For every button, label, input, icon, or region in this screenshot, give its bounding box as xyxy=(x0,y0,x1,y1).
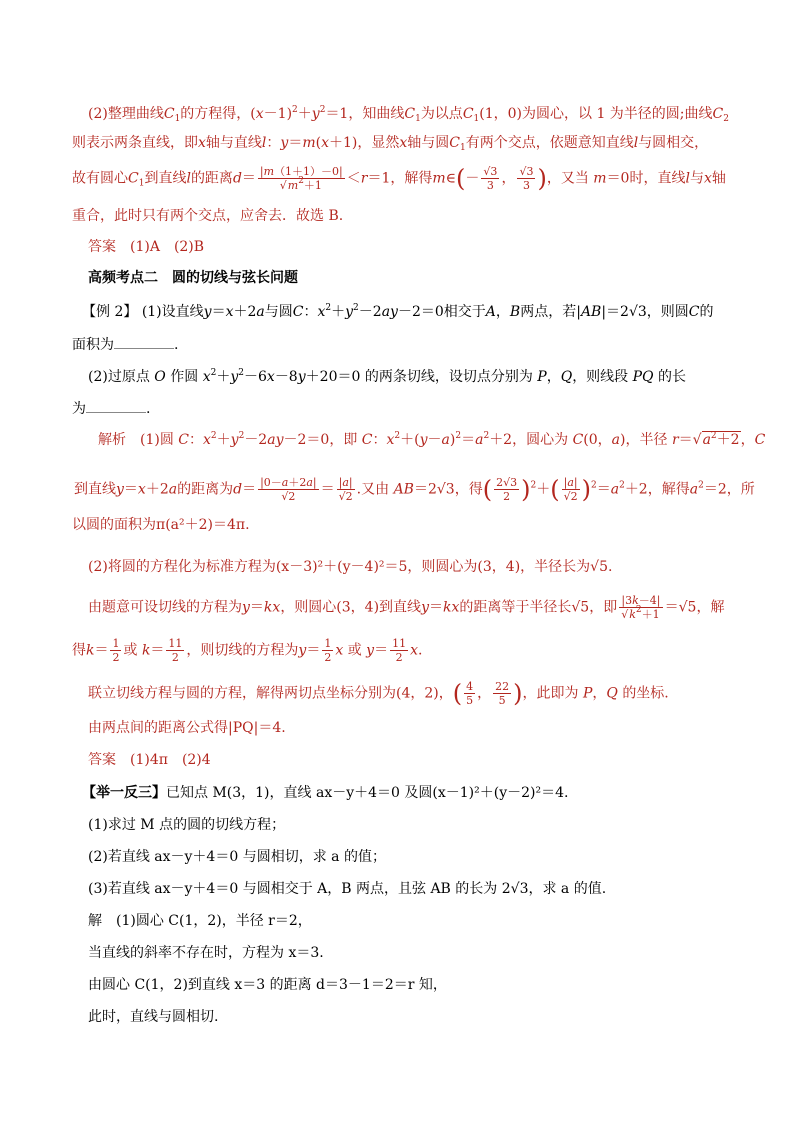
text-run: 得 xyxy=(72,642,86,659)
text-run: 与圆相交， xyxy=(638,135,709,151)
text-run: 由题意可设切线的方程为 xyxy=(88,599,242,616)
solution-line: 联立切线方程与圆的方程，解得两切点坐标分别为(4，2)，( $\frac{4}{5}$ ， $\frac{22}{5}$ )，此即为 P，Q 的坐标. xyxy=(88,679,669,708)
text-run: (1)圆 xyxy=(140,432,174,448)
text-run: 为以点 xyxy=(420,106,463,122)
text-run: 与 xyxy=(689,170,704,187)
solution-line: 得k＝ $\frac{1}{2}$ 或 k＝ $\frac{11}{2}$ ，则切线的方程为y＝ $\frac{1}{2}$ x 或 y＝ $\frac{11}{2}$ x. xyxy=(72,637,423,664)
fraction: $\frac{|a|}{√2}$ xyxy=(563,476,578,503)
text-run: ，解得 xyxy=(390,170,433,187)
text-run: ，显然 xyxy=(357,135,400,151)
exercise-tag: 【举一反三】 xyxy=(82,785,166,801)
example-tag: 【例 2】 xyxy=(82,304,138,320)
text-run: ，则圆心(3，4)到直线 xyxy=(280,599,422,616)
text-run: ，此即为 xyxy=(522,685,579,702)
text-run: 作圆 xyxy=(170,369,199,385)
exercise-question: (2)若直线 ax－y＋4＝0 与圆相切，求 a 的值； xyxy=(88,849,386,865)
example-line: 为 . xyxy=(72,398,150,419)
fraction: $\frac{1}{2}$ xyxy=(112,637,120,664)
fraction: $\frac{4}{5}$ xyxy=(466,680,474,707)
text-run: ，则切线的方程为 xyxy=(186,642,299,659)
text-run: 相交于 xyxy=(443,304,486,320)
exercise-question: (3)若直线 ax－y＋4＝0 与圆相交于 A，B 两点，且弦 AB 的长为 2√3，求 a 的值. xyxy=(88,881,607,897)
solution-line: (2)将圆的方程化为标准方程为(x－3)²＋(y－4)²＝5，则圆心为(3，4)，半径长为√5. xyxy=(88,559,613,575)
solution-line: 到直线y＝x＋2a的距离为d＝ $\frac{|0-a+2a|}{√2}$ ＝ $\frac{|a|}{√2}$ .又由 AB＝2√3，得( $\frac{2√3}{2}$ )$^2$＋( $\frac{|a|}{√2}$ )$^2=a^2+2$，解得$a^2=2$，所 xyxy=(74,475,755,504)
fraction: $\frac{|m(1+1)-0|}{√m^2+1}$ xyxy=(259,165,343,192)
text-run: 的距离等于半径长√5，即 xyxy=(459,599,618,616)
solution-line: 故有圆心$C_1$到直线l的距离d＝ $\frac{|m(1+1)-0|}{√m^2+1}$ ＜r＝1，解得m∈(－ $\frac{√3}{3}$ ， $\frac{√3}{3}$ )，又当 m＝0时，直线l与x轴 xyxy=(72,164,726,193)
text-run: 的距离为 xyxy=(177,481,234,498)
fraction: $\frac{1}{2}$ xyxy=(324,637,332,664)
text-run: (2)过原点 xyxy=(88,369,150,385)
solution-line: 以圆的面积为π(a²＋2)＝4π. xyxy=(72,517,250,533)
text-run: ，圆心为 xyxy=(512,432,569,448)
text-run: 的两条切线，设切点分别为 xyxy=(364,369,533,385)
exercise-line xyxy=(82,783,568,803)
text-run: 轴与直线 xyxy=(205,135,262,151)
text-run: 又由 xyxy=(361,481,390,498)
text-run: ，解得 xyxy=(647,481,690,498)
answer-blank xyxy=(114,334,174,349)
fraction: $\frac{11}{2}$ xyxy=(392,637,407,664)
fraction: $\frac{|0-a+2a|}{√2}$ xyxy=(260,476,317,503)
text-run: 的长 xyxy=(658,369,686,385)
solution-line: 解析 (1)圆 C：$x^2+y^2-2ay-2=0$，即 C：$x^2+(y-a)^2=a^2+2$，圆心为 C(0，a)，半径 $r=√a^2+2$，C xyxy=(98,431,766,448)
text-run: 联立切线方程与圆的方程，解得两切点坐标分别为(4，2)， xyxy=(88,685,453,702)
fraction: $\frac{2√3}{2}$ xyxy=(496,476,518,503)
text-run: 的距离 xyxy=(190,170,233,187)
text-run: 的 xyxy=(699,304,714,320)
exercise-solution-line: 由圆心 C(1，2)到直线 x＝3 的距离 d＝3－1＝2＝r 知， xyxy=(88,977,447,993)
text-run: 与圆 xyxy=(264,304,293,320)
text-run: 到直线 xyxy=(144,170,187,187)
text-run: 轴与圆 xyxy=(407,135,450,151)
text-run: ＝√5，解 xyxy=(664,599,725,616)
fraction: $\frac{√3}{3}$ xyxy=(483,165,498,192)
solution-line: 则表示两条直线，即x轴与直线l：y＝m(x＋1)，显然x轴与圆$C_1$有两个交点，依题意知直线l与圆相交， xyxy=(72,135,709,153)
example-line: 【例 2】 (1)设直线y＝x＋2a与圆C：$x^2+y^2-2ay-2=0$相交于A，B两点，若|AB|＝2√3，则圆C的 xyxy=(82,303,714,320)
fraction: $\frac{|a|}{√2}$ xyxy=(338,476,353,503)
text-run: 时，直线 xyxy=(629,170,686,187)
text-run: 到直线 xyxy=(74,481,116,498)
answer-line: 答案 (1)4π (2)4 xyxy=(88,752,211,768)
text-run: (2)整理曲线 xyxy=(88,106,164,122)
answer-blank xyxy=(86,398,146,413)
fraction: $\frac{22}{5}$ xyxy=(495,680,510,707)
text-run: 的方程得， xyxy=(180,106,251,122)
text-run: 故有圆心 xyxy=(72,170,128,187)
example-line: 面积为 . xyxy=(72,334,178,355)
exercise-question: (1)求过 M 点的圆的切线方程； xyxy=(88,817,286,833)
text-run: ＝1，知曲线 xyxy=(325,106,405,122)
solution-line: (2)整理曲线$C_1$的方程得，$(x-1)^2+y^2=1$，知曲线$C_1$为以点$C_1(1$，0)为圆心，以 1 为半径的圆;曲线$C_2$ xyxy=(88,105,729,124)
exercise-solution-line: 解 (1)圆心 C(1，2)，半径 r＝2， xyxy=(88,913,312,929)
text-run: 则表示两条直线，即 xyxy=(72,135,198,151)
solution-tag: 解析 xyxy=(98,432,126,448)
solution-line: 重合，此时只有两个交点，应舍去．故选 B. xyxy=(72,208,344,224)
text-run: ，则圆 xyxy=(646,304,689,320)
text-run: 面积为 xyxy=(72,337,114,353)
text-run: ，得 xyxy=(454,481,483,498)
text-run: ，又当 xyxy=(546,170,589,187)
text-run: ，所 xyxy=(726,481,755,498)
text-run: 的坐标. xyxy=(622,685,669,702)
text-run: (1)设直线 xyxy=(141,304,204,320)
text-run: ，半径 xyxy=(625,432,668,448)
solution-line: 由两点间的距离公式得|PQ|＝4. xyxy=(88,720,286,736)
exercise-solution-line: 此时，直线与圆相切. xyxy=(88,1009,219,1025)
answer-line: 答案 (1)A (2)B xyxy=(88,239,205,255)
text-run: 已知点 M(3，1)，直线 ax－y＋4＝0 及圆(x－1)²＋(y－2)²＝4. xyxy=(166,785,569,801)
fraction: $\frac{11}{2}$ xyxy=(168,637,183,664)
section-heading: 高频考点二 圆的切线与弦长问题 xyxy=(88,270,298,286)
solution-line: 由题意可设切线的方程为y＝kx，则圆心(3，4)到直线y＝kx的距离等于半径长√5，即 $\frac{|3k-4|}{√k^2+1}$ ＝√5，解 xyxy=(88,594,725,621)
text-run: ，即 xyxy=(329,432,358,448)
text-run: 两点，若 xyxy=(520,304,577,320)
text-run: 轴 xyxy=(711,170,726,187)
text-run: 有两个交点，依题意知直线 xyxy=(465,135,634,151)
fraction: $\frac{|3k-4|}{√k^2+1}$ xyxy=(619,594,662,621)
text-run: (1，0)为圆心，以 1 为半径的圆;曲线 xyxy=(479,106,713,122)
text-run: 为 xyxy=(72,401,86,417)
fraction: $\frac{√3}{3}$ xyxy=(519,165,534,192)
example-line: (2)过原点 O 作圆 $x^2+y^2-6x-8y+20=0$ 的两条切线，设切点分别为 P，Q，则线段 PQ 的长 xyxy=(88,368,686,385)
text-run: ，则线段 xyxy=(572,369,629,385)
exercise-solution-line: 当直线的斜率不存在时，方程为 x＝3. xyxy=(88,945,324,961)
